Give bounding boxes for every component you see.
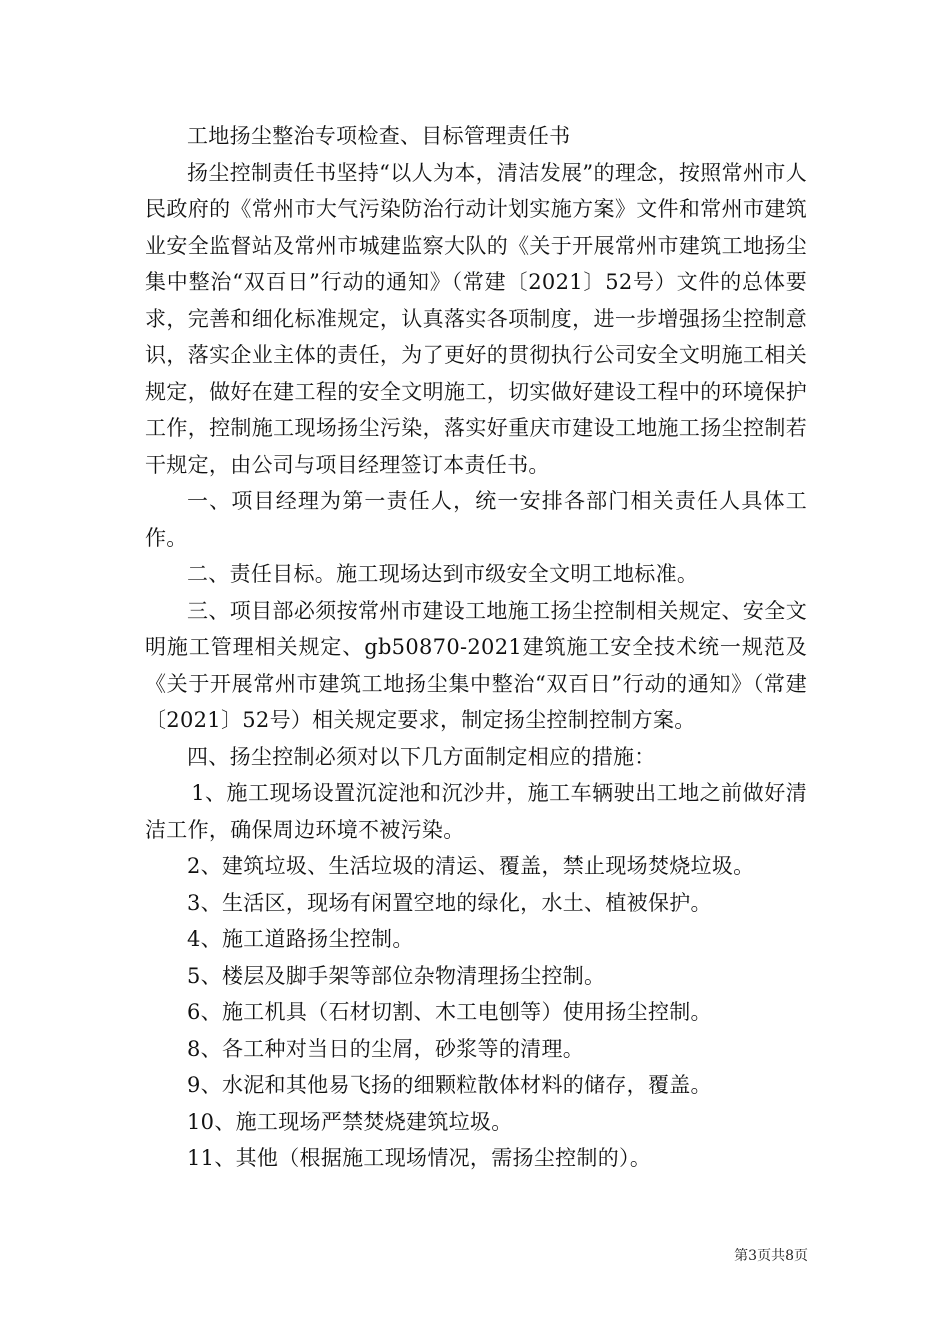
document-body — [145, 118, 807, 1177]
section-two-paragraph: 二、责任目标。施工现场达到市级安全文明工地标准。 — [187, 562, 699, 586]
list-item: 3、生活区，现场有闲置空地的绿化，水土、植被保护。 — [187, 890, 712, 915]
list-item: 1、施工现场设置沉淀池和沉沙井，施工车辆驶出工地之前做好清洁工作，确保周边环境不被污染。 — [145, 781, 807, 842]
list-item: 4、施工道路扬尘控制。 — [187, 927, 414, 951]
page-number-footer: 第3页共8页 — [734, 1248, 808, 1264]
intro-paragraph: 扬尘控制责任书坚持“以人为本，清洁发展”的理念，按照常州市人民政府的《常州市大气污染防治行动计划实施方案》文件和常州市建筑业安全监督站及常州市城建监察大队的《关于开展常州市建筑工地扬尘集中整治“双百日”行动的通知》（常建〔2021〕52号）文件的总体要求，完善和细化标准规定，认真落实各项制度，进一步增强扬尘控制意识，落实企业主体的责任，为了更好的贯彻执行公司安全文明施工相关规定，做好在建工程的安全文明施工，切实做好建设工程中的环境保护工作，控制施工现场扬尘污染，落实好重庆市建设工地施工扬尘控制若干规定，由公司与项目经理签订本责任书。 — [145, 160, 807, 477]
list-item: 5、楼层及脚手架等部位杂物清理扬尘控制。 — [187, 963, 606, 988]
document-title: 工地扬尘整治专项检查、目标管理责任书 — [187, 124, 571, 148]
list-item: 6、施工机具（石材切割、木工电刨等）使用扬尘控制。 — [187, 1000, 712, 1024]
list-item: 10、施工现场严禁焚烧建筑垃圾。 — [187, 1109, 513, 1134]
list-item: 2、建筑垃圾、生活垃圾的清运、覆盖，禁止现场焚烧垃圾。 — [187, 854, 755, 878]
list-item: 9、水泥和其他易飞扬的细颗粒散体材料的储存，覆盖。 — [187, 1073, 712, 1097]
list-item: 11、其他（根据施工现场情况，需扬尘控制的）。 — [187, 1146, 652, 1170]
list-item: 8、各工种对当日的尘屑，砂浆等的清理。 — [187, 1036, 585, 1061]
section-four-paragraph: 四、扬尘控制必须对以下几方面制定相应的措施： — [187, 744, 656, 769]
section-one-paragraph: 一、项目经理为第一责任人，统一安排各部门相关责任人具体工作。 — [145, 489, 807, 550]
section-three-paragraph: 三、项目部必须按常州市建设工地施工扬尘控制相关规定、安全文明施工管理相关规定、gb50870-2021建筑施工安全技术统一规范及《关于开展常州市建筑工地扬尘集中整治“双百日”行动的通知》（常建〔2021〕52号）相关规定要求，制定扬尘控制控制方案。 — [145, 598, 807, 732]
